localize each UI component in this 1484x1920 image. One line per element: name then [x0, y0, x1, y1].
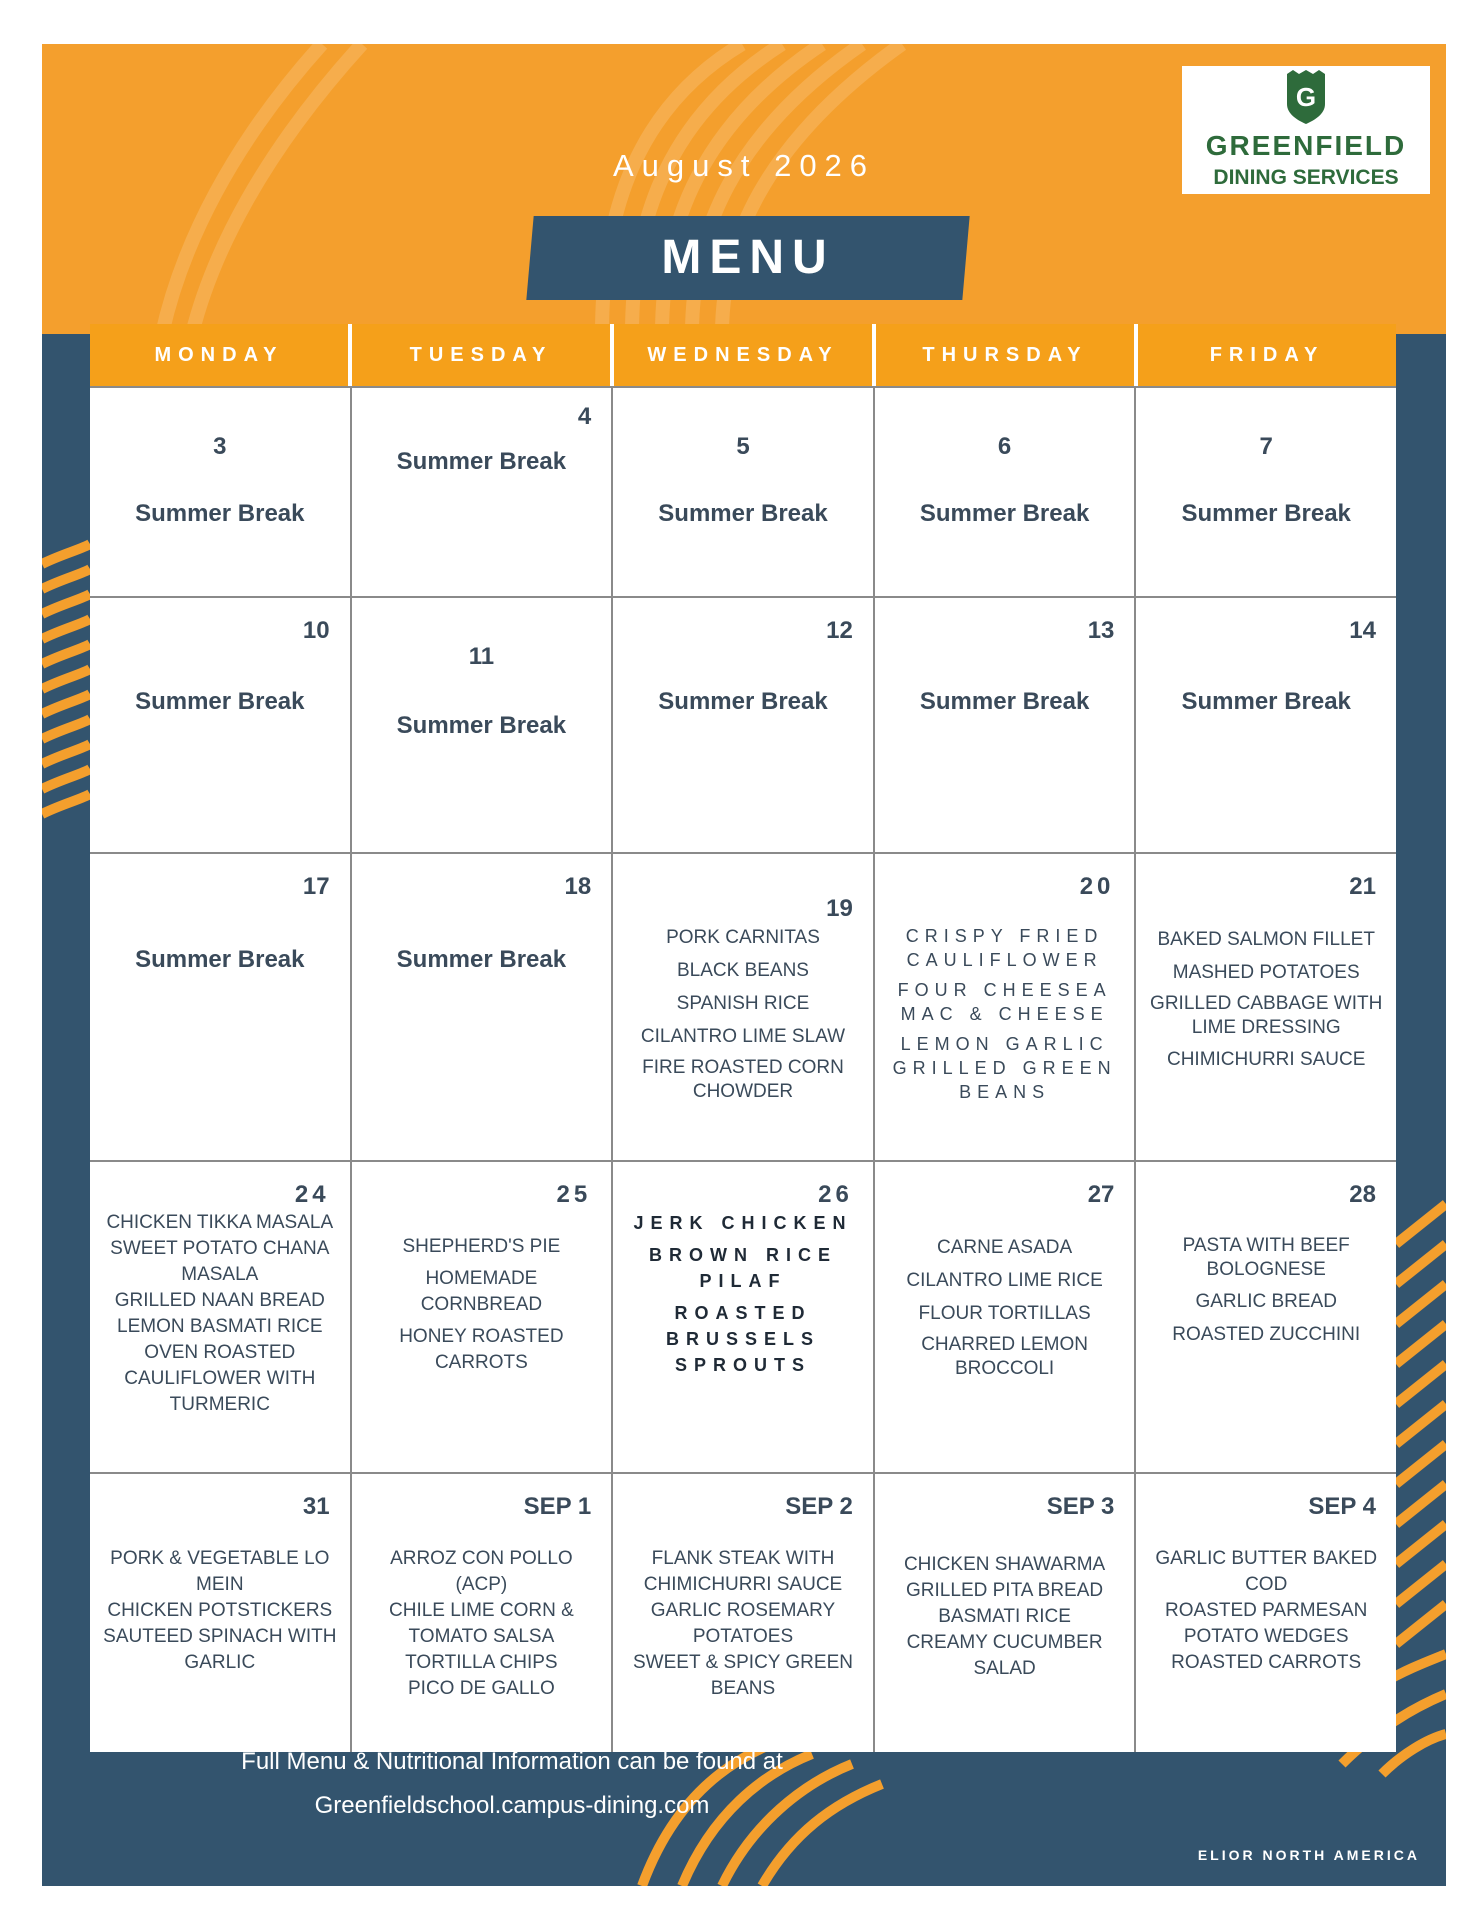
footer-website-link[interactable]: Greenfieldschool.campus-dining.com — [314, 1792, 710, 1819]
menu-item: Summer Break — [919, 500, 1090, 527]
weekday-friday: FRIDAY — [1138, 324, 1396, 386]
company-credit: ELIOR NORTH AMERICA — [1197, 1847, 1420, 1863]
day-cell — [90, 1162, 350, 1472]
menu-item: CHICKEN SHAWARMA — [903, 1554, 1106, 1575]
menu-item: SWEET & SPICY GREEN BEANS — [633, 1652, 853, 1699]
page-title: MENU — [661, 231, 835, 284]
month-label: August 2026 — [612, 148, 876, 183]
menu-items — [364, 1546, 600, 1702]
menu-item: Summer Break — [1181, 500, 1351, 527]
day-cell — [1136, 1162, 1396, 1472]
day-cell — [875, 854, 1135, 1160]
day-cell — [613, 1162, 873, 1472]
menu-item: GRILLED NAAN BREAD — [114, 1290, 325, 1311]
menu-item: BLACK BEANS — [676, 960, 809, 981]
day-number: 14 — [1349, 617, 1376, 644]
menu-items — [1148, 926, 1384, 1073]
day-number: 7 — [1259, 433, 1273, 460]
day-number: 13 — [1087, 617, 1115, 644]
menu-item: PORK & VEGETABLE LO MEIN — [110, 1548, 330, 1595]
menu-item: SPANISH RICE — [676, 993, 810, 1014]
day-number: 19 — [826, 895, 853, 922]
menu-item: Summer Break — [396, 946, 567, 973]
day-number: 12 — [826, 617, 853, 644]
day-number: 28 — [1349, 1181, 1376, 1208]
menu-item: MASHED POTATOES — [1172, 962, 1360, 983]
menu-items — [887, 1552, 1123, 1682]
menu-item: PICO DE GALLO — [408, 1678, 555, 1699]
day-cell — [1136, 388, 1396, 596]
menu-item: BAKED SALMON FILLET — [1157, 929, 1375, 950]
menu-item: ROASTED PARMESAN POTATO WEDGES — [1165, 1600, 1368, 1647]
day-number: 5 — [736, 433, 750, 460]
menu-item: SHEPHERD'S PIE — [402, 1236, 561, 1257]
logo-mark: G — [1295, 82, 1317, 112]
weekday-wednesday: WEDNESDAY — [614, 324, 872, 386]
day-cell — [352, 854, 612, 1160]
day-number: 17 — [302, 873, 330, 900]
day-cell — [1136, 854, 1396, 1160]
menu-item: Summer Break — [396, 712, 567, 739]
menu-item: PASTA WITH BEEF BOLOGNESE — [1182, 1235, 1350, 1280]
day-number: 3 — [213, 433, 227, 460]
day-cell — [613, 388, 873, 596]
menu-items — [364, 1234, 600, 1376]
menu-item: CHICKEN TIKKA MASALA — [106, 1212, 334, 1233]
day-cell — [90, 854, 350, 1160]
menu-item: OVEN ROASTED CAULIFLOWER WITH TURMERIC — [124, 1342, 316, 1415]
menu-item: JERK CHICKEN — [633, 1213, 853, 1233]
menu-item: GARLIC BUTTER BAKED COD — [1155, 1548, 1378, 1595]
footer-info-line: Full Menu & Nutritional Information can be found at — [241, 1748, 783, 1775]
menu-item: FLOUR TORTILLAS — [918, 1303, 1091, 1324]
menu-items — [102, 1546, 338, 1676]
day-number: SEP 2 — [785, 1493, 853, 1520]
day-cell — [875, 1474, 1135, 1752]
day-number: 11 — [468, 643, 495, 670]
menu-item: GARLIC BREAD — [1195, 1291, 1337, 1312]
menu-page — [42, 44, 1446, 1886]
menu-item: BROWN RICE PILAF — [648, 1245, 837, 1291]
menu-item: FLANK STEAK WITH CHIMICHURRI SAUCE — [643, 1548, 843, 1595]
day-cell — [613, 854, 873, 1160]
menu-item: ROASTED ZUCCHINI — [1172, 1324, 1361, 1345]
day-cell — [352, 1162, 612, 1472]
day-number: 26 — [818, 1181, 853, 1208]
menu-items — [887, 924, 1123, 1104]
menu-item: Summer Break — [135, 946, 305, 973]
menu-item: GRILLED PITA BREAD — [906, 1580, 1104, 1601]
weekday-monday: MONDAY — [90, 324, 348, 386]
day-cell — [875, 598, 1135, 852]
day-cell — [352, 598, 612, 852]
day-number: 21 — [1349, 873, 1376, 900]
menu-item: CILANTRO LIME RICE — [906, 1270, 1103, 1291]
day-number: 20 — [1079, 873, 1115, 900]
menu-items — [1148, 1546, 1384, 1676]
menu-item: LEMON BASMATI RICE — [117, 1316, 323, 1337]
menu-item: CARNE ASADA — [937, 1237, 1073, 1258]
menu-item: Summer Break — [135, 688, 305, 715]
calendar-grid — [90, 386, 1396, 1752]
day-number: 31 — [302, 1493, 330, 1520]
day-number: 18 — [564, 873, 592, 900]
menu-item: Summer Break — [1181, 688, 1351, 715]
menu-items — [102, 1210, 338, 1418]
menu-item: Summer Break — [135, 500, 305, 527]
menu-item: FIRE ROASTED CORN CHOWDER — [642, 1057, 844, 1102]
menu-item: HOMEMADE CORNBREAD — [420, 1268, 543, 1315]
menu-item: CHICKEN POTSTICKERS — [107, 1600, 333, 1621]
menu-items — [625, 1546, 861, 1702]
menu-items — [625, 1210, 861, 1378]
day-number: 6 — [997, 433, 1012, 460]
day-cell — [90, 388, 350, 596]
menu-item: Summer Break — [658, 500, 828, 527]
menu-item: ROASTED BRUSSELS SPROUTS — [665, 1303, 820, 1375]
menu-item: SWEET POTATO CHANA MASALA — [110, 1238, 330, 1285]
menu-items — [625, 924, 861, 1104]
day-cell — [90, 1474, 350, 1752]
menu-item: TORTILLA CHIPS — [405, 1652, 558, 1673]
day-number: 24 — [294, 1181, 330, 1208]
menu-item: CHILE LIME CORN & TOMATO SALSA — [389, 1600, 574, 1647]
menu-item: Summer Break — [919, 688, 1090, 715]
day-number: 25 — [556, 1181, 592, 1208]
day-cell — [613, 1474, 873, 1752]
menu-items — [1148, 1234, 1384, 1348]
day-number: 10 — [302, 617, 330, 644]
menu-item: BASMATI RICE — [938, 1606, 1071, 1627]
menu-item: SAUTEED SPINACH WITH GARLIC — [103, 1626, 337, 1673]
day-cell — [875, 1162, 1135, 1472]
menu-items — [887, 1234, 1123, 1381]
menu-item: PORK CARNITAS — [666, 927, 820, 948]
day-cell — [352, 388, 612, 596]
day-number: 4 — [577, 403, 592, 430]
day-cell — [352, 1474, 612, 1752]
menu-item: CILANTRO LIME SLAW — [640, 1026, 846, 1047]
menu-item: ARROZ CON POLLO (ACP) — [390, 1548, 573, 1595]
menu-item: LEMON GARLIC GRILLED GREEN BEANS — [892, 1034, 1117, 1102]
menu-item: FOUR CHEESEA MAC & CHEESE — [897, 980, 1112, 1024]
menu-item: Summer Break — [396, 448, 567, 475]
weekday-thursday: THURSDAY — [876, 324, 1134, 386]
menu-item: ROASTED CARROTS — [1171, 1652, 1362, 1673]
weekday-tuesday: TUESDAY — [352, 324, 610, 386]
menu-item: GARLIC ROSEMARY POTATOES — [650, 1600, 836, 1647]
day-number: SEP 4 — [1308, 1493, 1376, 1520]
menu-item: Summer Break — [658, 688, 828, 715]
day-cell — [90, 598, 350, 852]
menu-item: HONEY ROASTED CARROTS — [399, 1326, 564, 1373]
day-number: 27 — [1087, 1181, 1115, 1208]
logo — [1182, 66, 1430, 194]
menu-item: GRILLED CABBAGE WITH LIME DRESSING — [1150, 993, 1383, 1038]
logo-name: GREENFIELD — [1205, 130, 1407, 161]
menu-item: CRISPY FRIED CAULIFLOWER — [905, 926, 1104, 970]
day-cell — [875, 388, 1135, 596]
shield-icon — [1285, 70, 1327, 124]
weekday-header-row — [90, 324, 1396, 386]
day-number: SEP 1 — [523, 1493, 592, 1520]
header-band — [42, 44, 1446, 334]
logo-subtitle: DINING SERVICES — [1213, 166, 1399, 189]
menu-item: CHARRED LEMON BROCCOLI — [921, 1334, 1088, 1379]
menu-calendar — [90, 324, 1396, 1752]
day-cell — [613, 598, 873, 852]
menu-item: CREAMY CUCUMBER SALAD — [906, 1632, 1103, 1679]
day-cell — [1136, 598, 1396, 852]
menu-item: CHIMICHURRI SAUCE — [1166, 1049, 1366, 1070]
day-number: SEP 3 — [1046, 1493, 1115, 1520]
day-cell — [1136, 1474, 1396, 1752]
